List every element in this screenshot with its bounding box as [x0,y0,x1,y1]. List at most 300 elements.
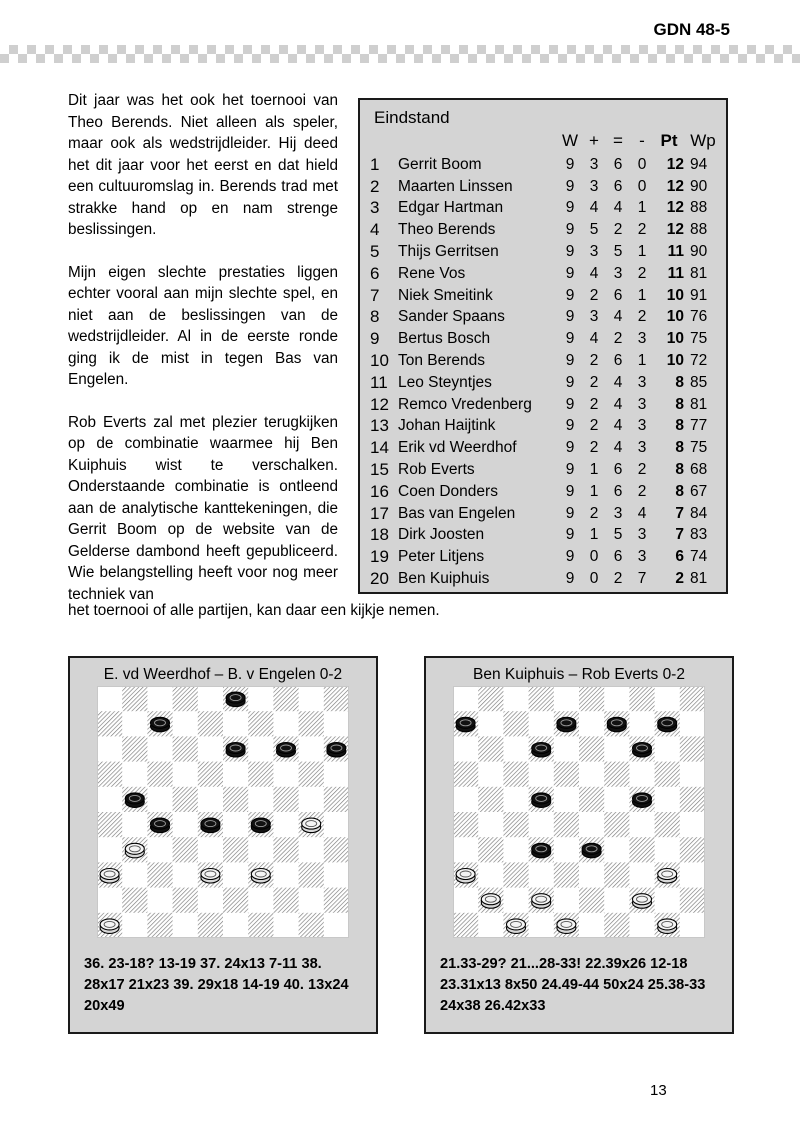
table-cell: 2 [589,395,599,413]
dark-square [273,787,298,812]
table-cell: 1 [637,352,647,370]
table-cell: Maarten Linssen [398,177,513,195]
dark-square [273,686,298,711]
table-cell: Dirk Joosten [398,526,485,544]
dark-square [223,888,248,913]
table-cell: 83 [690,526,708,544]
column-header: + [589,131,599,150]
table-cell: 81 [690,264,708,282]
table-row [370,285,716,307]
black-piece [151,818,170,833]
table-cell: 6 [613,177,623,195]
table-cell: 9 [565,417,575,435]
table-row [370,328,716,350]
dark-square [554,812,579,837]
table-cell: 12 [666,221,684,239]
table-row [370,307,716,329]
table-cell: 9 [565,264,575,282]
column-header: - [639,131,645,150]
table-cell: 3 [637,395,647,413]
table-cell: Johan Haijtink [398,417,496,435]
dark-square [122,736,147,761]
black-piece [532,793,551,808]
table-row [370,219,716,241]
table-cell: 6 [613,352,623,370]
standings-title: Eindstand [374,108,450,127]
dark-square [453,812,478,837]
table-cell: 75 [690,439,708,457]
table-cell: 9 [565,526,575,544]
black-piece [226,743,245,758]
dark-square [453,762,478,787]
table-cell: 3 [370,198,380,218]
table-cell: 94 [690,155,708,173]
dark-square [478,686,503,711]
table-cell: 88 [690,221,708,239]
dark-square [503,711,528,736]
table-cell: Edgar Hartman [398,199,504,217]
table-cell: 85 [690,373,708,391]
table-cell: 6 [370,263,380,283]
column-header: Wp [690,131,716,150]
game-diagram-2 [424,656,734,1034]
table-cell: 2 [675,570,684,588]
table-cell: 4 [637,504,647,522]
table-cell: 7 [675,526,684,544]
checkered-header-band [0,45,800,63]
table-cell: 9 [565,286,575,304]
dark-square [324,837,349,862]
table-cell: 2 [637,264,647,282]
table-cell: 3 [637,330,647,348]
white-piece [302,818,321,833]
dark-square [478,736,503,761]
table-cell: 9 [565,352,575,370]
draughts-board [453,686,705,938]
table-cell: 7 [637,570,647,588]
dark-square [173,837,198,862]
table-cell: 3 [589,177,599,195]
dark-square [122,888,147,913]
table-cell: Sander Spaans [398,308,505,326]
table-cell: 1 [589,461,599,479]
table-cell: 67 [690,482,708,500]
table-cell: 12 [666,155,684,173]
table-cell: Erik vd Weerdhof [398,439,517,457]
table-cell: 90 [690,177,708,195]
dark-square [604,862,629,887]
table-cell: 1 [589,526,599,544]
game-title: Ben Kuiphuis – Rob Everts 0-2 [473,666,685,683]
dark-square [324,888,349,913]
table-cell: 11 [667,243,684,261]
dark-square [655,812,680,837]
table-cell: 3 [613,504,623,522]
table-cell: 0 [589,570,599,588]
table-cell: 9 [565,439,575,457]
dark-square [173,686,198,711]
intro-paragraph: Rob Everts zal met plezier terugkijken op de combinatie waarmee hij Ben Kuiphuis wist te verschalken. Onderstaande combinatie is ontleend aan de analytische kanttekeningen, die Gerrit Boom op de website van de Gelderse dambond heeft gepubliceerd. Wie belangstelling heeft voor nog meer techniek van [68,413,338,603]
table-cell: 2 [589,352,599,370]
table-cell: Bas van Engelen [398,504,516,522]
table-cell: Peter Litjens [398,548,485,566]
table-cell: Remco Vredenberg [398,395,532,413]
table-cell: 9 [565,482,575,500]
dark-square [147,862,172,887]
table-cell: 13 [370,416,389,436]
table-row [370,503,716,525]
dark-square [248,762,273,787]
game-moves: 36. 23-18? 13-19 37. 24x13 7-11 38. 28x17 21x23 39. 29x18 14-19 40. 13x24 20x49 [84,956,349,1014]
intro-paragraph: Dit jaar was het ook het toernooi van Theo Berends. Niet alleen als speler, maar ook als wedstrijdleider. Hij deed het dit jaar voor het eerst en dat hield een cultuuromslag in. Berends trad met strakke hand op en nam strenge beslissingen. [68,92,338,238]
table-cell: 12 [370,394,389,414]
table-cell: 8 [675,482,684,500]
table-cell: 4 [613,308,623,326]
table-cell: 9 [565,373,575,391]
white-piece [100,869,119,884]
table-cell: 8 [675,373,684,391]
black-piece [658,717,677,732]
dark-square [579,888,604,913]
table-cell: 8 [675,439,684,457]
table-cell: 0 [637,155,647,173]
dark-square [655,762,680,787]
table-cell: 4 [589,330,599,348]
table-row [370,350,716,372]
table-cell: 19 [370,547,389,567]
dark-square [324,787,349,812]
dark-square [554,862,579,887]
table-row [370,459,716,481]
table-cell: Leo Steyntjes [398,373,492,391]
intro-paragraph: Mijn eigen slechte prestaties liggen echter vooral aan mijn slechte spel, en niet aan de beslissingen van de wedstrijdleider. Al in de eerste ronde ging ik de mist in tegen Bas van Engelen. [68,263,338,388]
dark-square [173,787,198,812]
table-cell: 4 [613,199,623,217]
dark-square [503,812,528,837]
table-row [370,546,716,568]
table-cell: 2 [589,417,599,435]
table-cell: 3 [589,155,599,173]
white-piece [481,894,500,909]
dark-square [173,888,198,913]
white-piece [507,919,526,934]
table-cell: Coen Donders [398,482,498,500]
white-piece [201,869,220,884]
table-cell: 76 [690,308,708,326]
table-cell: 18 [370,525,389,545]
table-cell: 4 [613,439,623,457]
table-cell: 2 [637,482,647,500]
table-cell: 6 [675,548,684,566]
table-cell: 9 [565,395,575,413]
dark-square [629,837,654,862]
intro-text [68,90,338,605]
table-cell: 1 [370,154,380,174]
white-piece [658,919,677,934]
table-cell: 4 [613,395,623,413]
table-cell: 14 [370,438,389,458]
table-cell: 9 [565,504,575,522]
dark-square [554,762,579,787]
table-cell: Thijs Gerritsen [398,243,499,261]
table-cell: 5 [613,243,623,261]
column-header: = [613,131,623,150]
black-piece [277,743,296,758]
column-header: Pt [660,131,678,150]
table-cell: 0 [589,548,599,566]
dark-square [604,812,629,837]
white-piece [658,869,677,884]
dark-square [248,913,273,938]
dark-square [223,837,248,862]
dark-square [579,686,604,711]
dark-square [680,736,705,761]
table-cell: 17 [370,503,389,523]
table-cell: 7 [675,504,684,522]
dark-square [629,686,654,711]
column-header [370,128,398,154]
standings-body [370,154,716,590]
table-cell: 6 [613,286,623,304]
black-piece [151,717,170,732]
table-cell: 0 [637,177,647,195]
dark-square [680,787,705,812]
table-cell: 10 [370,351,389,371]
black-piece [125,793,144,808]
dark-square [299,913,324,938]
table-cell: 4 [589,199,599,217]
table-cell: 84 [690,504,708,522]
table-row [370,416,716,438]
dark-square [122,686,147,711]
table-cell: 1 [637,199,647,217]
dark-square [579,736,604,761]
table-cell: Niek Smeitink [398,286,493,304]
dark-square [604,913,629,938]
table-cell: 3 [589,243,599,261]
table-cell: Bertus Bosch [398,330,491,348]
table-cell: 2 [613,221,623,239]
table-cell: 77 [690,417,708,435]
table-cell: 5 [589,221,599,239]
table-cell: 9 [565,308,575,326]
table-cell: 68 [690,461,708,479]
table-cell: 1 [589,482,599,500]
table-cell: 9 [565,548,575,566]
table-cell: 2 [589,439,599,457]
issue-code: GDN 48-5 [653,20,730,39]
table-cell: 3 [637,417,647,435]
black-piece [633,793,652,808]
dark-square [529,686,554,711]
game-title: E. vd Weerdhof – B. v Engelen 0-2 [103,666,343,683]
standings-table [370,128,716,590]
table-cell: 8 [675,417,684,435]
dark-square [97,762,122,787]
dark-square [579,787,604,812]
table-cell: 3 [637,548,647,566]
table-cell: 4 [589,264,599,282]
table-cell: 81 [690,395,708,413]
dark-square [198,711,223,736]
black-piece [251,818,270,833]
white-piece [125,843,144,858]
table-row [370,525,716,547]
table-cell: 10 [666,308,684,326]
table-cell: 11 [667,264,684,282]
table-cell: 4 [613,373,623,391]
dark-square [198,913,223,938]
table-cell: 10 [666,286,684,304]
dark-square [147,913,172,938]
table-cell: 6 [613,461,623,479]
table-cell: 9 [565,243,575,261]
table-cell: 3 [589,308,599,326]
table-cell: 9 [565,221,575,239]
table-cell: 12 [666,177,684,195]
table-cell: 4 [370,220,380,240]
black-piece [201,818,220,833]
table-row [370,241,716,263]
table-row [370,437,716,459]
dark-square [453,913,478,938]
table-cell: 1 [637,243,647,261]
white-piece [456,869,475,884]
dark-square [248,711,273,736]
black-piece [532,843,551,858]
table-cell: 9 [370,329,380,349]
table-cell: 10 [666,352,684,370]
game-moves: 21.33-29? 21...28-33! 22.39x26 12-18 23.31x13 8x50 24.49-44 50x24 25.38-33 24x38 26.42x33 [440,956,706,1014]
table-cell: Rene Vos [398,264,466,282]
game-diagram-1 [68,656,378,1034]
table-cell: 2 [589,286,599,304]
column-header: W [561,131,579,150]
table-cell: 3 [613,264,623,282]
table-cell: 1 [637,286,647,304]
black-piece [327,743,346,758]
table-cell: 15 [370,460,389,480]
white-piece [633,894,652,909]
table-cell: 6 [613,155,623,173]
black-piece [557,717,576,732]
dark-square [680,837,705,862]
table-row [370,198,716,220]
dark-square [503,862,528,887]
table-cell: 6 [613,548,623,566]
dark-square [173,736,198,761]
table-row [370,176,716,198]
dark-square [680,686,705,711]
black-piece [582,843,601,858]
table-row [370,568,716,590]
black-piece [226,692,245,707]
table-cell: 9 [565,199,575,217]
table-cell: 9 [565,570,575,588]
dark-square [478,787,503,812]
table-cell: 6 [613,482,623,500]
dark-square [223,787,248,812]
black-piece [532,743,551,758]
dark-square [273,888,298,913]
dark-square [680,888,705,913]
white-piece [100,919,119,934]
black-piece [456,717,475,732]
table-cell: 7 [370,285,380,305]
table-cell: 12 [666,199,684,217]
white-piece [557,919,576,934]
table-row [370,372,716,394]
dark-square [147,762,172,787]
dark-square [324,686,349,711]
table-cell: 2 [370,176,380,196]
table-cell: 5 [613,526,623,544]
table-cell: 74 [690,548,708,566]
table-cell: 2 [613,330,623,348]
table-row [370,154,716,176]
table-cell: 75 [690,330,708,348]
black-piece [607,717,626,732]
table-cell: 2 [637,308,647,326]
table-cell: 5 [370,242,380,262]
table-cell: 2 [589,504,599,522]
table-cell: Ben Kuiphuis [398,570,490,588]
draughts-board [97,686,349,938]
page-number: 13 [650,1082,667,1099]
white-piece [251,869,270,884]
table-cell: 16 [370,481,389,501]
table-cell: 8 [675,461,684,479]
standings-header-row [370,128,716,154]
table-cell: 2 [589,373,599,391]
dark-square [299,762,324,787]
table-cell: 20 [370,569,389,589]
table-cell: 8 [675,395,684,413]
column-header [398,128,558,154]
table-cell: 10 [666,330,684,348]
black-piece [633,743,652,758]
table-cell: 72 [690,352,708,370]
standings-box [358,98,728,594]
table-cell: 4 [613,417,623,435]
white-piece [532,894,551,909]
table-cell: Gerrit Boom [398,155,482,173]
intro-tail: het toernooi of alle partijen, kan daar een kijkje nemen. [68,602,440,619]
dark-square [97,711,122,736]
table-cell: 9 [565,177,575,195]
table-cell: 8 [370,307,380,327]
table-cell: 91 [690,286,708,304]
table-row [370,481,716,503]
table-cell: 3 [637,373,647,391]
table-cell: 9 [565,330,575,348]
table-cell: 88 [690,199,708,217]
table-cell: 9 [565,155,575,173]
table-row [370,394,716,416]
table-cell: Theo Berends [398,221,496,239]
dark-square [604,762,629,787]
table-cell: 2 [637,461,647,479]
table-cell: Ton Berends [398,352,486,370]
table-cell: 2 [637,221,647,239]
dark-square [478,837,503,862]
table-cell: 9 [565,461,575,479]
table-cell: 2 [613,570,623,588]
dark-square [97,812,122,837]
table-cell: 3 [637,439,647,457]
table-row [370,263,716,285]
table-cell: 81 [690,570,708,588]
